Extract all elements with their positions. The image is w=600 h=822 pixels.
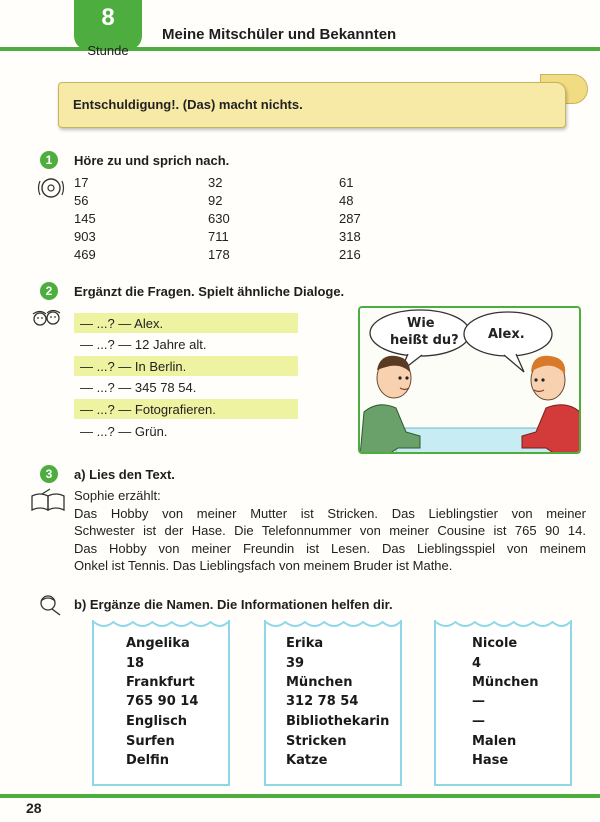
card-animal: Delfin [126, 753, 169, 768]
info-card-3 [434, 620, 572, 786]
number-item: 216 [339, 247, 361, 262]
phrase-banner [58, 82, 566, 128]
card-profession: Bibliothekarin [286, 714, 390, 729]
exercise-3b-title: b) Ergänze die Namen. Die Informationen helfen dir. [74, 597, 393, 612]
number-item: 48 [339, 193, 354, 208]
two-boys-picture [360, 308, 581, 454]
card-subject: — [472, 714, 485, 729]
number-item: 56 [74, 193, 89, 208]
number-item: 61 [339, 175, 354, 190]
text-line: Das Hobby von meiner Freundin ist Lesen. Das Lieblingsspiel von meinem [74, 541, 586, 556]
number-item: 92 [208, 193, 223, 208]
number-item: 630 [208, 211, 230, 226]
exercise-3a-title: a) Lies den Text. [74, 467, 175, 482]
card-animal: Katze [286, 753, 328, 768]
page-number: 28 [26, 800, 42, 816]
number-item: 32 [208, 175, 223, 190]
card-hobby: Stricken [286, 734, 347, 749]
bubble-right-text: Alex. [488, 327, 525, 342]
bubble-left-line-1: Wie [407, 316, 435, 331]
exercise-3-number: 3 [40, 465, 58, 483]
bubble-left-line-2: heißt du? [390, 333, 459, 348]
number-item: 711 [208, 229, 229, 244]
card-age: 4 [472, 656, 482, 671]
text-line: Onkel ist Tennis. Das Lieblingsfach von meinem Bruder ist Mathe. [74, 558, 453, 573]
dialog-line: — ...? — Fotografieren. [80, 402, 216, 417]
info-card-1 [92, 620, 230, 786]
dialog-line: — ...? — Alex. [80, 316, 164, 331]
card-name: Nicole [472, 636, 518, 651]
card-city: München [472, 675, 539, 690]
number-item: 903 [74, 229, 96, 244]
card-name: Angelika [126, 636, 190, 651]
card-name: Erika [286, 636, 324, 651]
card-subject: Englisch [126, 714, 188, 729]
card-city: Frankfurt [126, 675, 195, 690]
dialog-line: — ...? — 345 78 54. [80, 380, 197, 395]
card-hobby: Malen [472, 734, 517, 749]
writing-hand-icon [36, 593, 64, 617]
open-book-icon [30, 488, 66, 512]
dialog-line: — ...? — Grün. [80, 424, 168, 439]
exercise-2-title: Ergänzt die Fragen. Spielt ähnliche Dialoge. [74, 284, 345, 299]
dialog-line: — ...? — In Berlin. [80, 359, 187, 374]
lesson-label: Stunde [87, 43, 129, 58]
lesson-number: 8 [101, 4, 115, 31]
page-title: Meine Mitschüler und Bekannten [162, 26, 397, 43]
text-line: Das Hobby von meiner Mutter ist Stricken. Das Lieblingstier von meiner [74, 506, 586, 521]
exercise-1-number: 1 [40, 151, 58, 169]
card-age: 18 [126, 656, 145, 671]
number-item: 145 [74, 211, 96, 226]
dialog-illustration [358, 306, 581, 454]
card-torn-edge [266, 620, 400, 630]
exercise-2-number: 2 [40, 282, 58, 300]
card-age: 39 [286, 656, 305, 671]
number-item: 469 [74, 247, 96, 262]
number-item: 318 [339, 229, 361, 244]
card-hobby: Surfen [126, 734, 175, 749]
banner-text: Entschuldigung!. (Das) macht nichts. [73, 97, 303, 112]
exercise-1-title: Höre zu und sprich nach. [74, 153, 230, 168]
pair-work-icon [30, 308, 64, 330]
card-phone: 765 90 14 [126, 694, 199, 709]
card-torn-edge [436, 620, 570, 630]
card-phone: 312 78 54 [286, 694, 359, 709]
info-card-2 [264, 620, 402, 786]
card-city: München [286, 675, 353, 690]
number-item: 178 [208, 247, 230, 262]
card-animal: Hase [472, 753, 509, 768]
card-phone: — [472, 694, 485, 709]
card-torn-edge [94, 620, 228, 630]
cd-audio-icon [36, 176, 66, 200]
text-line: Schwester ist der Hase. Die Telefonnummer von meiner Cousine ist 765 90 14. [74, 523, 586, 538]
footer-rule [0, 794, 600, 798]
number-item: 17 [74, 175, 89, 190]
dialog-line: — ...? — 12 Jahre alt. [80, 337, 207, 352]
number-item: 287 [339, 211, 361, 226]
text-line-intro: Sophie erzählt: [74, 488, 161, 503]
